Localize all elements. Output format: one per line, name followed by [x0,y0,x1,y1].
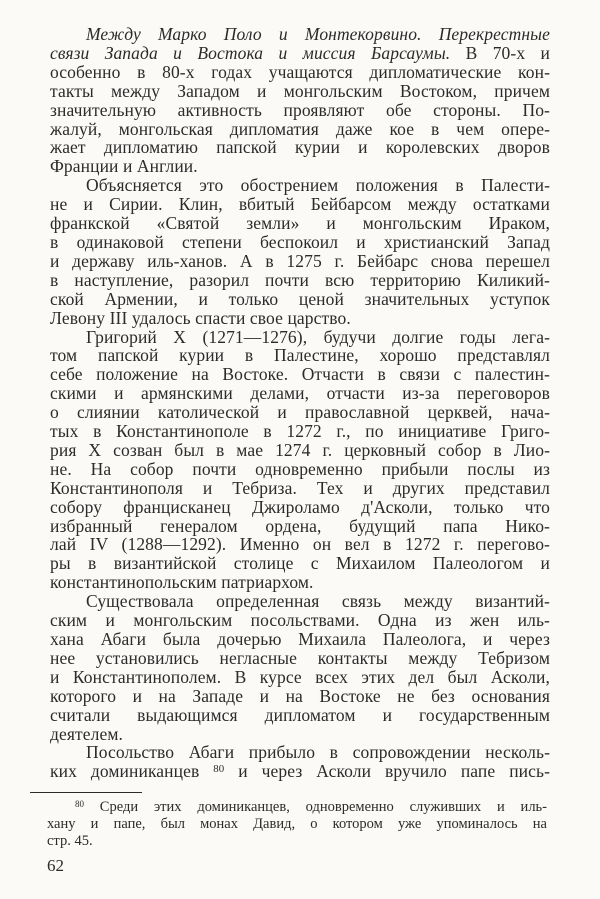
text-line: жает дипломатию папской курии и королевских дворов [50,137,550,158]
text-line [47,799,547,816]
text-line: жалуй, монгольская дипломатия даже кое в чем опере- [50,118,550,139]
text-line: значительную активность проявляют обе стороны. По- [50,99,550,120]
body-text [50,25,550,781]
footnote-ref: 80 [75,798,84,809]
text-line: которого и на Западе и на Востоке не без основания [50,685,550,706]
text-line: такты между Западом и монгольским Востоком, причем [50,80,550,101]
text-line: считали выдающимся дипломатом и государственным [50,704,550,725]
text-line [50,762,550,781]
italic-lead-text: Между Марко Поло и Монтекорвино. Перекрестные [86,24,550,44]
text-line: собору францисканец Джироламо д'Асколи, только что [50,496,550,517]
text-line: о слиянии католической и православной церквей, нача- [50,402,550,423]
text-line: франкской «Святой земли» и монгольским Ираком, [50,213,550,234]
footnote-ref: 80 [213,763,225,776]
text-line: константинопольским патриархом. [50,572,314,593]
text-line: нее установились негласные контакты между Тебризом [50,647,550,668]
text-line: хану и папе, был монах Давид, о котором уже упоминалось на [47,815,547,832]
text-line: лай IV (1288—1292). Именно он вел в 1272 г. перегово- [50,534,550,555]
text-line [50,25,550,44]
text-line: ры в византийской столице с Михаилом Палеологом и [50,553,550,574]
text-line: особенно в 80-х годах учащаются дипломатические кон- [50,61,550,82]
text-line: и державу иль-ханов. А в 1275 г. Бейбарс снова перешел [50,250,550,271]
text-line: ским и монгольским посольствами. Одна из жен иль- [50,610,550,631]
text-segment: ких доминиканцев [50,761,214,782]
text-line: Левону III удалось спасти свое царство. [50,307,351,328]
text-line: ской Армении, и только ценой значительных уступок [50,288,550,309]
text-line: Константинополя и Тебриза. Тех и других представил [50,477,550,498]
text-line [50,44,550,63]
text-line: и Константинополем. В курсе всех этих дел был Асколи, [50,666,550,687]
text-line: Существовала определенная связь между византий- [86,591,550,612]
text-line: Объясняется это обострением положения в Палести- [86,175,550,196]
text-segment: Среди этих доминиканцев, одновременно служивших и иль- [83,799,547,815]
text-line: том папской курии в Палестине, хорошо представлял [50,345,550,366]
text-line: не и Сирии. Клин, вбитый Бейбарсом между остатками [50,194,550,215]
page-number: 62 [47,856,64,875]
italic-lead-text: связи Запада и Востока и миссия Барсаумы. [50,42,451,63]
text-line: в одинаковой степени беспокоил и христианский Запад [50,231,550,252]
text-line: хана Абаги была дочерью Михаила Палеолога, и через [50,629,550,649]
text-line: Посольство Абаги прибыло в сопровождении несколь- [86,742,550,763]
text-line: скими и армянскими делами, отчасти из-за переговоров [50,383,550,404]
text-line: тых в Константинополе в 1272 г., по инициативе Григо- [50,421,550,442]
text-line: Франции и Англии. [50,156,198,177]
text-line: не. На собор почти одновременно прибыли послы из [50,458,550,479]
footnote-text [47,799,547,849]
text-segment: и через Асколи вручило папе пись- [224,761,551,782]
text-line: Григорий X (1271—1276), будучи долгие годы лега- [86,326,550,347]
text-line: деятелем. [50,723,123,744]
footnote-divider [30,792,142,793]
text-line: себе положение на Востоке. Отчасти в связи с палестин- [50,364,550,385]
text-line: стр. 45. [47,832,93,849]
text-line: избранный генералом ордена, будущий папа Нико- [50,515,550,536]
text-segment: В 70-х и [450,42,550,63]
text-line: в наступление, разорил почти всю территорию Киликий- [50,269,550,290]
text-line: рия X созван был в мае 1274 г. церковный собор в Лио- [50,439,550,460]
